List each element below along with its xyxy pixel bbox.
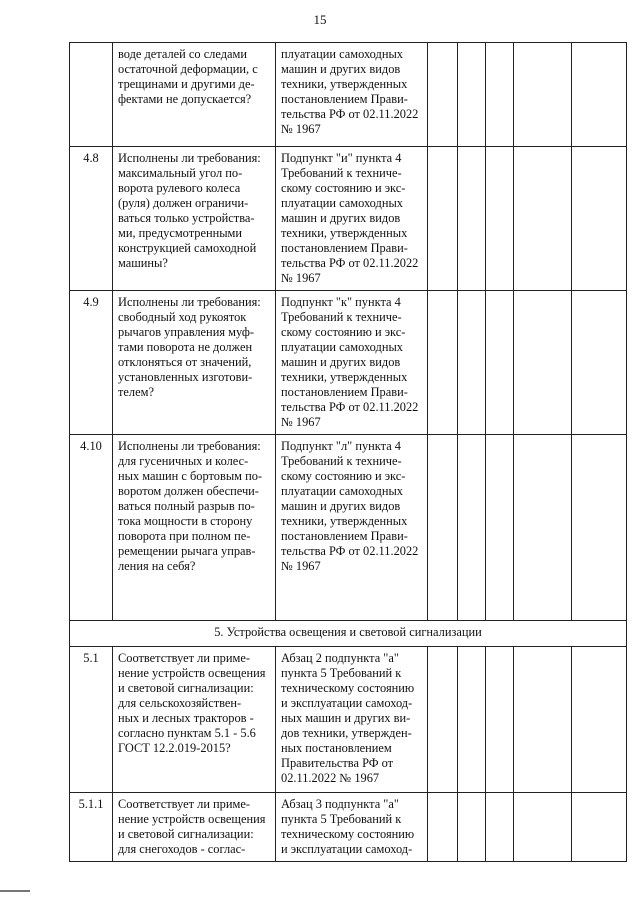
requirement-question: воде деталей со следами остаточной деформации, с трещинами и другими де- фектами не допускается? — [113, 43, 276, 147]
requirement-question: Исполнены ли требования: свободный ход рукояток рычагов управления муф- тами поворота не должен отклоняться от значений, установленных изготови- телем? — [113, 291, 276, 435]
comment-cell[interactable] — [572, 435, 627, 621]
legal-basis: Абзац 2 подпункта "а" пункта 5 Требований к техническому состоянию и эксплуатации самоход- ных машин и других ви- дов техники, утвержден- ных постановлением Правительства РФ от 02.11.2022 № 1967 — [276, 647, 428, 793]
answer-yes-cell[interactable] — [428, 435, 458, 621]
answer-no-cell[interactable] — [458, 793, 486, 862]
answer-na-cell[interactable] — [486, 291, 514, 435]
table-row — [70, 435, 627, 621]
comment-cell[interactable] — [572, 291, 627, 435]
comment-cell[interactable] — [572, 647, 627, 793]
answer-no-cell[interactable] — [458, 147, 486, 291]
answer-no-cell[interactable] — [458, 43, 486, 147]
item-number: 5.1.1 — [70, 793, 113, 862]
table-row — [70, 793, 627, 862]
requirement-question: Исполнены ли требования: максимальный угол по- ворота рулевого колеса (руля) должен ограничи- ваться только устройства- ми, предусмотренными конструкцией самоходной машины? — [113, 147, 276, 291]
item-number: 4.8 — [70, 147, 113, 291]
comment-cell[interactable] — [572, 793, 627, 862]
item-number — [70, 43, 113, 147]
answer-note-cell[interactable] — [514, 647, 572, 793]
answer-no-cell[interactable] — [458, 435, 486, 621]
answer-yes-cell[interactable] — [428, 647, 458, 793]
legal-basis: Подпункт "к" пункта 4 Требований к техниче- скому состоянию и экс- плуатации самоходных машин и других видов техники, утвержденных постановлением Прави- тельства РФ от 02.11.2022 № 1967 — [276, 291, 428, 435]
answer-na-cell[interactable] — [486, 147, 514, 291]
section-title: 5. Устройства освещения и световой сигнализации — [70, 621, 627, 647]
answer-note-cell[interactable] — [514, 435, 572, 621]
answer-na-cell[interactable] — [486, 647, 514, 793]
answer-yes-cell[interactable] — [428, 43, 458, 147]
answer-na-cell[interactable] — [486, 43, 514, 147]
answer-note-cell[interactable] — [514, 793, 572, 862]
legal-basis: Абзац 3 подпункта "а" пункта 5 Требований к техническому состоянию и эксплуатации самоход- — [276, 793, 428, 862]
answer-na-cell[interactable] — [486, 435, 514, 621]
item-number: 4.10 — [70, 435, 113, 621]
legal-basis: Подпункт "и" пункта 4 Требований к техниче- скому состоянию и экс- плуатации самоходных машин и других видов техники, утвержденных постановлением Прави- тельства РФ от 02.11.2022 № 1967 — [276, 147, 428, 291]
answer-note-cell[interactable] — [514, 43, 572, 147]
scan-edge-mark — [0, 890, 30, 892]
section-header-row — [70, 621, 627, 647]
comment-cell[interactable] — [572, 43, 627, 147]
legal-basis: Подпункт "л" пункта 4 Требований к техниче- скому состоянию и экс- плуатации самоходных машин и других видов техники, утвержденных постановлением Прави- тельства РФ от 02.11.2022 № 1967 — [276, 435, 428, 621]
checklist-table — [69, 42, 627, 862]
page-number: 15 — [313, 12, 327, 27]
table-row — [70, 647, 627, 793]
answer-na-cell[interactable] — [486, 793, 514, 862]
answer-no-cell[interactable] — [458, 291, 486, 435]
table-row — [70, 291, 627, 435]
item-number: 5.1 — [70, 647, 113, 793]
answer-note-cell[interactable] — [514, 291, 572, 435]
answer-yes-cell[interactable] — [428, 793, 458, 862]
answer-note-cell[interactable] — [514, 147, 572, 291]
answer-no-cell[interactable] — [458, 647, 486, 793]
requirement-question: Соответствует ли приме- нение устройств освещения и световой сигнализации: для сельскохозяйствен- ных и лесных тракторов - согласно пунктам 5.1 - 5.6 ГОСТ 12.2.019-2015? — [113, 647, 276, 793]
table-row — [70, 147, 627, 291]
requirement-question: Исполнены ли требования: для гусеничных и колес- ных машин с бортовым по- воротом должен обеспечи- ваться полный разрыв по- тока мощности в сторону поворота при полном пе- ремещении рычага управ- ления на себя? — [113, 435, 276, 621]
legal-basis: плуатации самоходных машин и других видов техники, утвержденных постановлением Прави- тельства РФ от 02.11.2022 № 1967 — [276, 43, 428, 147]
requirement-question: Соответствует ли приме- нение устройств освещения и световой сигнализации: для снегоходов - соглас- — [113, 793, 276, 862]
answer-yes-cell[interactable] — [428, 291, 458, 435]
answer-yes-cell[interactable] — [428, 147, 458, 291]
table-row — [70, 43, 627, 147]
comment-cell[interactable] — [572, 147, 627, 291]
item-number: 4.9 — [70, 291, 113, 435]
